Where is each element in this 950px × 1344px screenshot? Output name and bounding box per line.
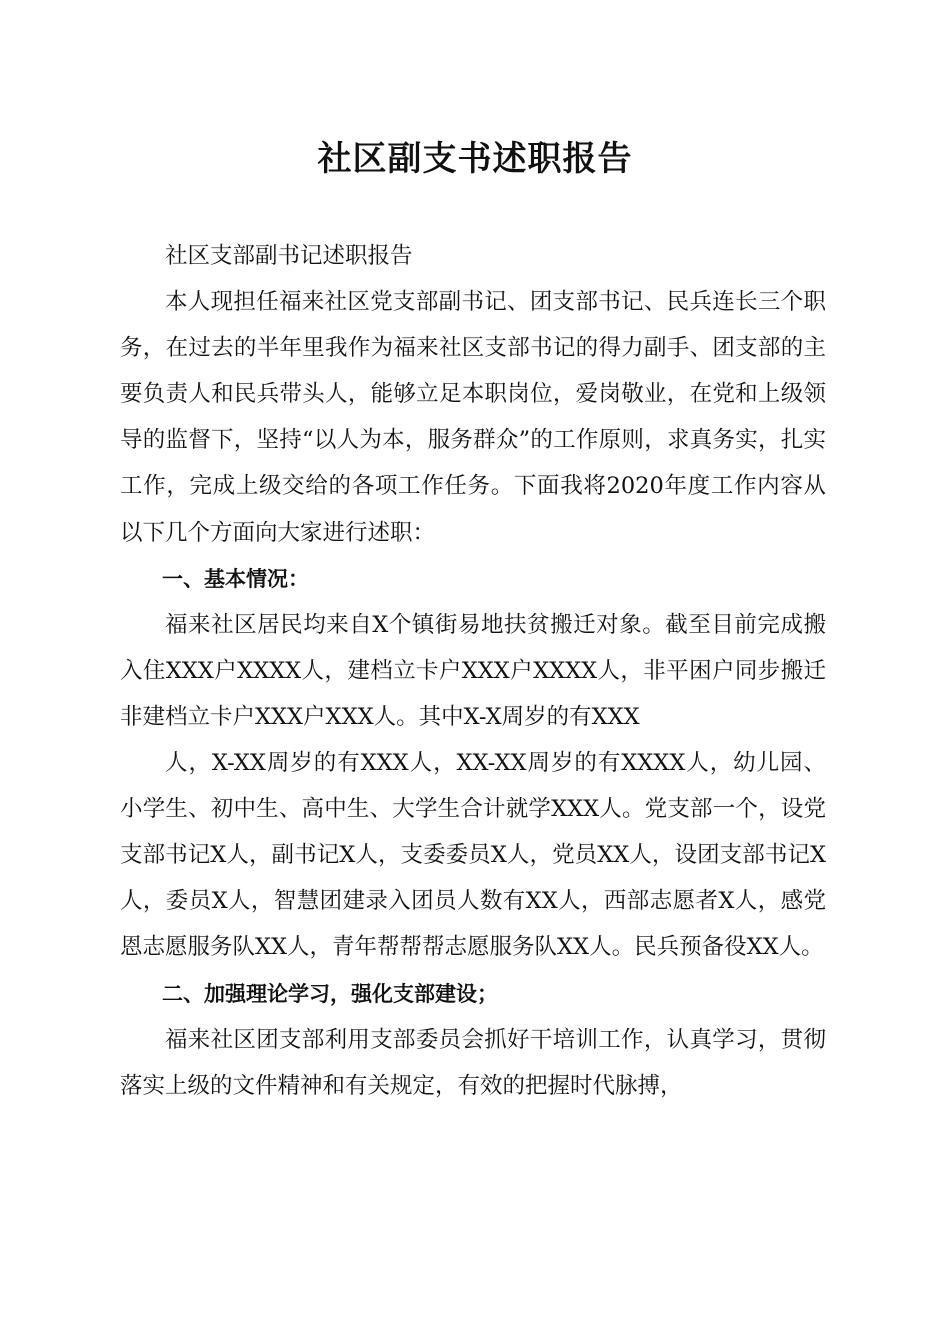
document-body <box>120 233 826 1109</box>
theory-study-paragraph: 福来社区团支部利用支部委员会抓好干培训工作，认真学习，贯彻落实上级的文件精神和有关规定，有效的把握时代脉搏， <box>120 1026 826 1099</box>
intro-paragraph: 本人现担任福来社区党支部副书记、团支部书记、民兵连长三个职务，在过去的半年里我作为福来社区支部书记的得力副手、团支部的主要负责人和民兵带头人，能够立足本职岗位，爱岗敬业，在党和上级领导的监督下，坚持“以人为本，服务群众”的工作原则，求真务实，扎实工作，完成上级交给的各项工作任务。下面我将2020年度工作内容从以下几个方面向大家进行述职： <box>120 289 826 546</box>
basic-info-paragraph-1: 福来社区居民均来自X个镇街易地扶贫搬迁对象。截至目前完成搬入住XXX户XXXX人，建档立卡户XXX户XXXX人，非平困户同步搬迁非建档立卡户XXX户XXX人。其中X-X周岁的有XXX <box>120 611 826 730</box>
section-heading-theory-study: 二、加强理论学习，强化支部建设； <box>162 981 498 1006</box>
basic-info-paragraph-2: 人，X-XX周岁的有XXX人，XX-XX周岁的有XXXX人，幼儿园、小学生、初中生、高中生、大学生合计就学XXX人。党支部一个，设党支部书记X人，副书记X人，支委委员X人，党员XX人，设团支部书记X人，委员X人，智慧团建录入团员人数有XX人，西部志愿者X人，感党恩志愿服务队XX人，青年帮帮帮志愿服务队XX人。民兵预备役XX人。 <box>120 750 826 961</box>
document-title: 社区副支书述职报告 <box>317 139 633 179</box>
subtitle-paragraph: 社区支部副书记述职报告 <box>165 243 413 269</box>
section-heading-basic-info: 一、基本情况： <box>162 566 309 591</box>
